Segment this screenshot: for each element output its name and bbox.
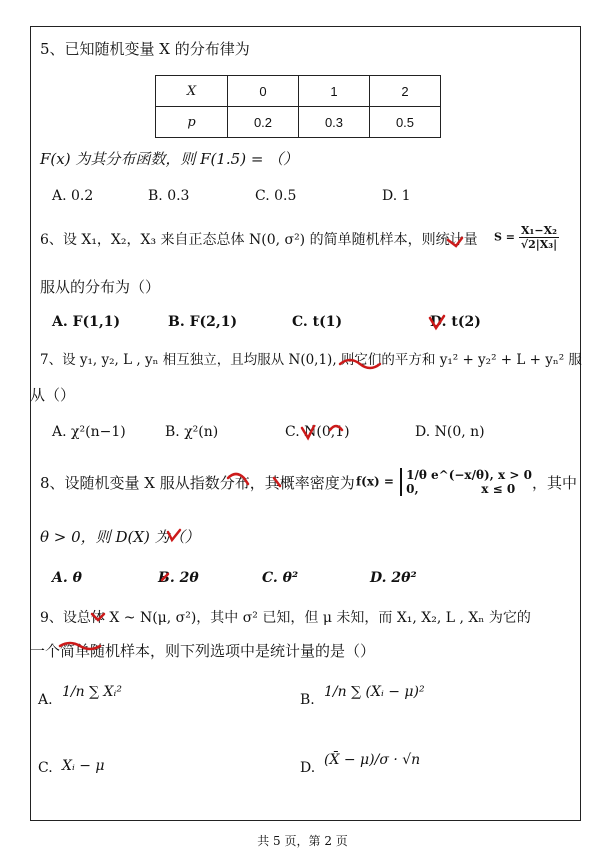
q9-option-d-formula: (X̄ − μ)/σ · √n: [324, 752, 421, 768]
q9-option-c-formula: Xᵢ − μ: [62, 758, 105, 774]
ink-mark: [330, 426, 342, 430]
table-cell: 0.5: [370, 107, 441, 138]
q9-stem: 9、设总体 X ~ N(μ, σ²)，其中 σ² 已知，但 μ 未知，而 X₁, X₂, L , Xₙ 为它的: [40, 610, 531, 626]
q6-stem2: 服从的分布为（）: [40, 278, 161, 296]
table-cell: 0.2: [228, 107, 299, 138]
ink-mark: [274, 478, 280, 486]
q8-option-c: C. θ²: [262, 570, 299, 586]
ink-mark: [60, 643, 100, 649]
q5-option-d: D. 1: [382, 188, 411, 204]
table-cell: 0.3: [299, 107, 370, 138]
ink-mark: [228, 474, 248, 484]
q5-stem: 5、已知随机变量 X 的分布律为: [40, 40, 250, 58]
q6-option-b: B. F(2,1): [168, 314, 238, 330]
q7-option-d: D. N(0, n): [415, 424, 485, 440]
q7-option-a: A. χ²(n−1): [52, 424, 126, 440]
q5-option-a: A. 0.2: [52, 188, 94, 204]
q8-stem-tail: ，其中: [532, 474, 578, 492]
q6-stem: 6、设 X₁，X₂，X₃ 来自正态总体 N(0, σ²) 的简单随机样本，则统计量: [40, 232, 478, 248]
table-cell: 2: [370, 76, 441, 107]
q8-f-label: f(x) =: [356, 474, 394, 489]
q9-option-a-label: A.: [38, 692, 53, 708]
q7-option-c: C. N(0,1): [285, 424, 350, 440]
table-cell: 0: [228, 76, 299, 107]
ink-mark: [162, 574, 168, 580]
q8-option-d: D. 2θ²: [370, 570, 417, 586]
ink-mark: [168, 530, 180, 540]
q9-option-b-formula: 1/n ∑ (Xᵢ − μ)²: [324, 684, 425, 700]
q7-stem: 7、设 y₁, y₂, L , yₙ 相互独立，且均服从 N(0,1), 则它们的平方和 y₁² + y₂² + L + yₙ² 服: [40, 352, 582, 368]
page-footer: 共 5 页，第 2 页: [257, 834, 348, 848]
q8-case-2: 0, x ≤ 0: [406, 482, 516, 496]
ink-mark: [430, 316, 444, 328]
table-cell: p: [156, 107, 228, 138]
q9-option-c-label: C.: [38, 760, 53, 776]
ink-mark: [448, 238, 462, 246]
q6-s-denominator: √2|X₃|: [520, 238, 558, 251]
table-cell: 1: [299, 76, 370, 107]
q9-option-b-label: B.: [300, 692, 315, 708]
table-cell: X: [156, 76, 228, 107]
q5-option-c: C. 0.5: [255, 188, 297, 204]
q6-option-a: A. F(1,1): [52, 314, 121, 330]
q7-stem2: 从（）: [30, 386, 76, 404]
q6-option-d: D. t(2): [430, 314, 481, 330]
q6-s-numerator: X₁−X₂: [519, 224, 559, 238]
q8-stem2: θ > 0，则 D(X) 为（）: [40, 528, 200, 546]
ink-mark: [340, 360, 380, 368]
q5-option-b: B. 0.3: [148, 188, 190, 204]
q8-option-b: B. 2θ: [158, 570, 199, 586]
q9-option-a-formula: 1/n ∑ Xᵢ²: [62, 684, 122, 700]
q8-case-1: 1/θ e^(−x/θ), x > 0: [406, 468, 532, 482]
ink-mark: [302, 426, 314, 438]
ink-mark: [92, 614, 104, 620]
q6-option-c: C. t(1): [292, 314, 343, 330]
q8-stem: 8、设随机变量 X 服从指数分布，其概率密度为: [40, 474, 355, 492]
q8-option-a: A. θ: [52, 570, 82, 586]
q6-s-label: S =: [494, 230, 515, 244]
q5-stem2: F(x) 为其分布函数，则 F(1.5) = （）: [40, 150, 299, 168]
q9-stem2: 一个简单随机样本，则下列选项中是统计量的是（）: [30, 642, 376, 660]
q9-option-d-label: D.: [300, 760, 316, 776]
q7-option-b: B. χ²(n): [165, 424, 219, 440]
